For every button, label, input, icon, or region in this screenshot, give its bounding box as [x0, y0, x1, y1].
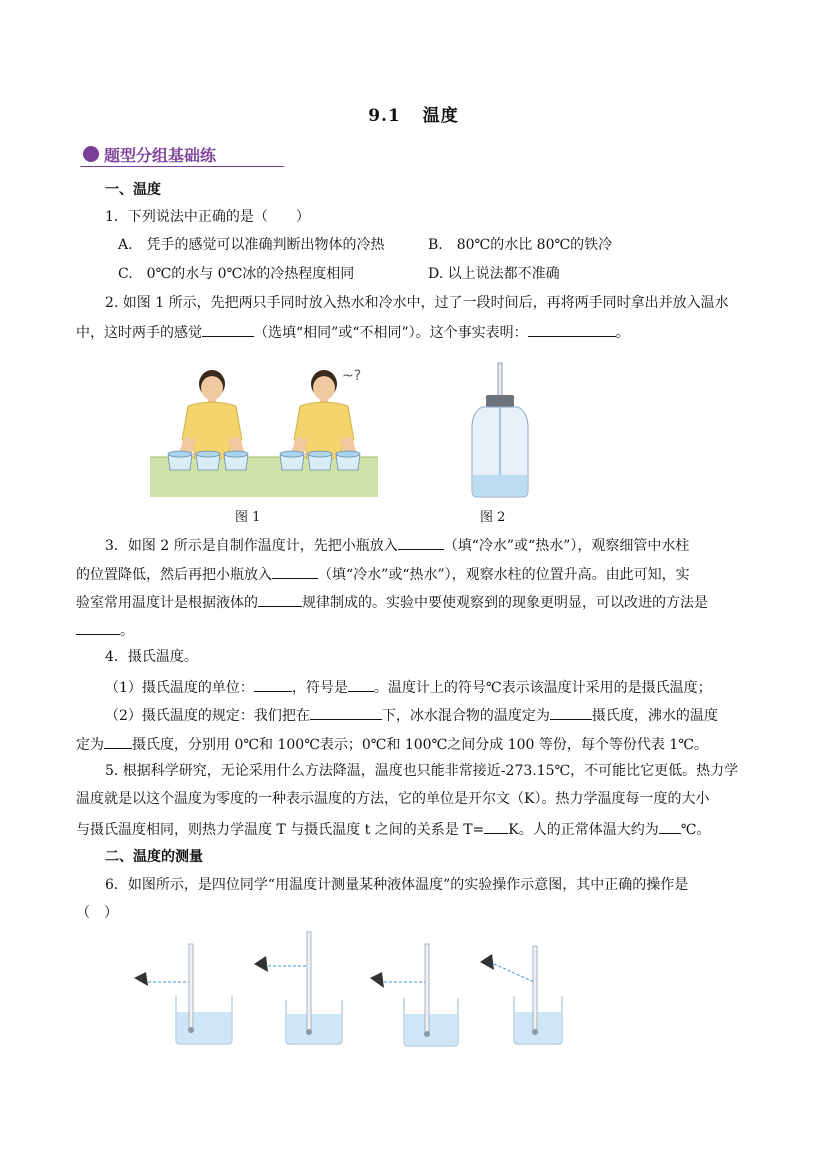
- q3-line-2: [76, 563, 690, 585]
- q1-option-c[interactable]: C. 0℃的水与 0℃冰的冷热程度相同: [118, 266, 355, 282]
- beaker-liquid: [287, 1014, 341, 1043]
- q6-line-1: 6．如图所示，是四位同学“用温度计测量某种液体温度”的实验操作示意图，其中正确的操作是: [105, 877, 689, 893]
- q4-blank-symbol[interactable]: [348, 676, 374, 692]
- q4-text-2b: 下，冰水混合物的温度定为: [381, 708, 550, 724]
- q3-text-3b: 规律制成的。实验中要使观察到的现象更明显，可以改进的方法是: [302, 595, 708, 611]
- q5-line-3: [76, 818, 710, 840]
- thermometer: [307, 932, 311, 1032]
- q3-text-3a: 验室常用温度计是根据液体的: [76, 595, 258, 611]
- eye-icon: [480, 954, 494, 970]
- q5-blank-body-temp[interactable]: [659, 818, 681, 834]
- q4-blank-ice-water[interactable]: [550, 704, 592, 720]
- q3-text-2a: 的位置降低，然后再把小瓶放入: [76, 567, 272, 583]
- beaker-liquid: [177, 1012, 231, 1043]
- q2-text-b: （选填“相同”或“不相同”）。这个事实表明：: [254, 325, 528, 341]
- q4-text-3a: 定为: [76, 737, 104, 753]
- q1-option-a[interactable]: A. 凭手的感觉可以准确判断出物体的冷热: [118, 237, 385, 253]
- q3-blank-2[interactable]: [272, 563, 318, 579]
- q1-option-b[interactable]: B. 80℃的水比 80℃的铁冷: [428, 237, 613, 253]
- q3-blank-3[interactable]: [258, 591, 302, 607]
- figure-2-bottle-thermometer: [468, 363, 532, 498]
- basins-2: [280, 451, 360, 470]
- q5-text-3c: ℃。: [680, 822, 711, 838]
- q3-line-1: [105, 534, 689, 556]
- q1-stem: 1．下列说法中正确的是（ ）: [105, 209, 310, 225]
- banner-dot-icon: [83, 146, 99, 162]
- q4-text-1a: （1）摄氏温度的单位：: [105, 680, 254, 696]
- figure-1-caption: 图 1: [235, 510, 261, 525]
- q4-text-2c: 摄氏度，沸水的温度: [591, 708, 718, 724]
- q4-part-1: [105, 676, 712, 698]
- bottle-water: [473, 475, 527, 496]
- q3-text-4: 。: [120, 623, 134, 639]
- q2-line-1: 2. 如图 1 所示，先把两只手同时放入热水和冷水中，过了一段时间后，再将两手同时拿出并放入温水: [105, 295, 729, 311]
- eye-icon: [370, 972, 384, 988]
- q3-line-3: [76, 591, 708, 613]
- q4-text-3b: 摄氏度，分别用 0℃和 100℃表示；0℃和 100℃之间分成 100 等份，每个等份代表 1℃。: [132, 737, 708, 753]
- bottle-cap: [486, 395, 514, 407]
- thermometer: [189, 944, 193, 1030]
- beaker-liquid: [515, 1012, 561, 1043]
- eye-icon: [254, 956, 268, 972]
- q5-blank-relation[interactable]: [484, 818, 508, 834]
- q3-text-1b: （填“冷水”或“热水”），观察细管中水柱: [443, 538, 690, 554]
- q4-blank-unit[interactable]: [254, 676, 292, 692]
- q2-text-c: 。: [615, 325, 630, 341]
- eye-icon: [134, 972, 148, 986]
- q4-part-3: [76, 733, 708, 755]
- q2-blank-feeling[interactable]: [202, 321, 254, 337]
- q2-blank-conclusion[interactable]: [528, 321, 616, 337]
- q5-line-1: 5. 根据科学研究，无论采用什么方法降温，温度也只能非常接近-273.15℃，不可能比它更低。热力学: [105, 763, 739, 779]
- q1-option-d[interactable]: D. 以上说法都不准确: [428, 266, 560, 282]
- figure-2-caption: 图 2: [480, 510, 506, 525]
- page-title: [0, 101, 827, 126]
- title-text: 温度: [422, 106, 459, 126]
- q3-line-4: [76, 619, 134, 641]
- q5-line-2: 温度就是以这个温度为零度的一种表示温度的方法，它的单位是开尔文（K）。热力学温度每一度的大小: [76, 791, 710, 807]
- q3-text-2b: （填“冷水”或“热水”），观察水柱的位置升高。由此可知，实: [318, 567, 690, 583]
- thermometer: [425, 944, 429, 1034]
- basins-1: [168, 451, 248, 470]
- q5-text-3b: K。人的正常体温大约为: [508, 822, 659, 838]
- q5-text-3a: 与摄氏温度相同，则热力学温度 T 与摄氏温度 t 之间的关系是 T=: [76, 822, 485, 838]
- q4-blank-condition[interactable]: [310, 704, 382, 720]
- banner-text: 题型分组基础练: [104, 146, 217, 165]
- q6-figure-panel-3: [368, 940, 478, 1050]
- section-heading-temperature: 一、温度: [105, 182, 161, 198]
- thermometer: [533, 946, 537, 1032]
- q6-figure-panel-2: [252, 930, 362, 1048]
- q4-part-2: [105, 704, 718, 726]
- student-2: [290, 368, 361, 460]
- q4-text-1c: 。温度计上的符号℃表示该温度计采用的是摄氏温度；: [373, 680, 712, 696]
- q4-stem: 4．摄氏温度。: [105, 649, 198, 665]
- banner-underline: [80, 166, 284, 167]
- section-heading-measurement: 二、温度的测量: [105, 849, 203, 865]
- q2-text-a: 中，这时两手的感觉: [76, 325, 202, 341]
- title-number: 9.1: [368, 106, 401, 126]
- q2-line-2: [76, 321, 630, 343]
- q3-blank-1[interactable]: [398, 534, 444, 550]
- q4-blank-boiling[interactable]: [104, 733, 132, 749]
- q4-text-2a: （2）摄氏温度的规定：我们把在: [105, 708, 310, 724]
- q4-text-1b: ，符号是: [291, 680, 348, 696]
- q6-figure-panel-4: [478, 944, 578, 1048]
- question-mark-icon: ~?: [342, 368, 362, 384]
- student-1: [178, 370, 246, 460]
- q3-blank-4[interactable]: [76, 619, 120, 635]
- q6-figure-panel-1: [132, 938, 242, 1048]
- figure-1-illustration: [150, 362, 380, 497]
- q6-line-2: （ ）: [76, 905, 118, 921]
- q3-text-1a: 3．如图 2 所示是自制作温度计，先把小瓶放入: [105, 538, 398, 554]
- beaker-liquid: [405, 1014, 457, 1045]
